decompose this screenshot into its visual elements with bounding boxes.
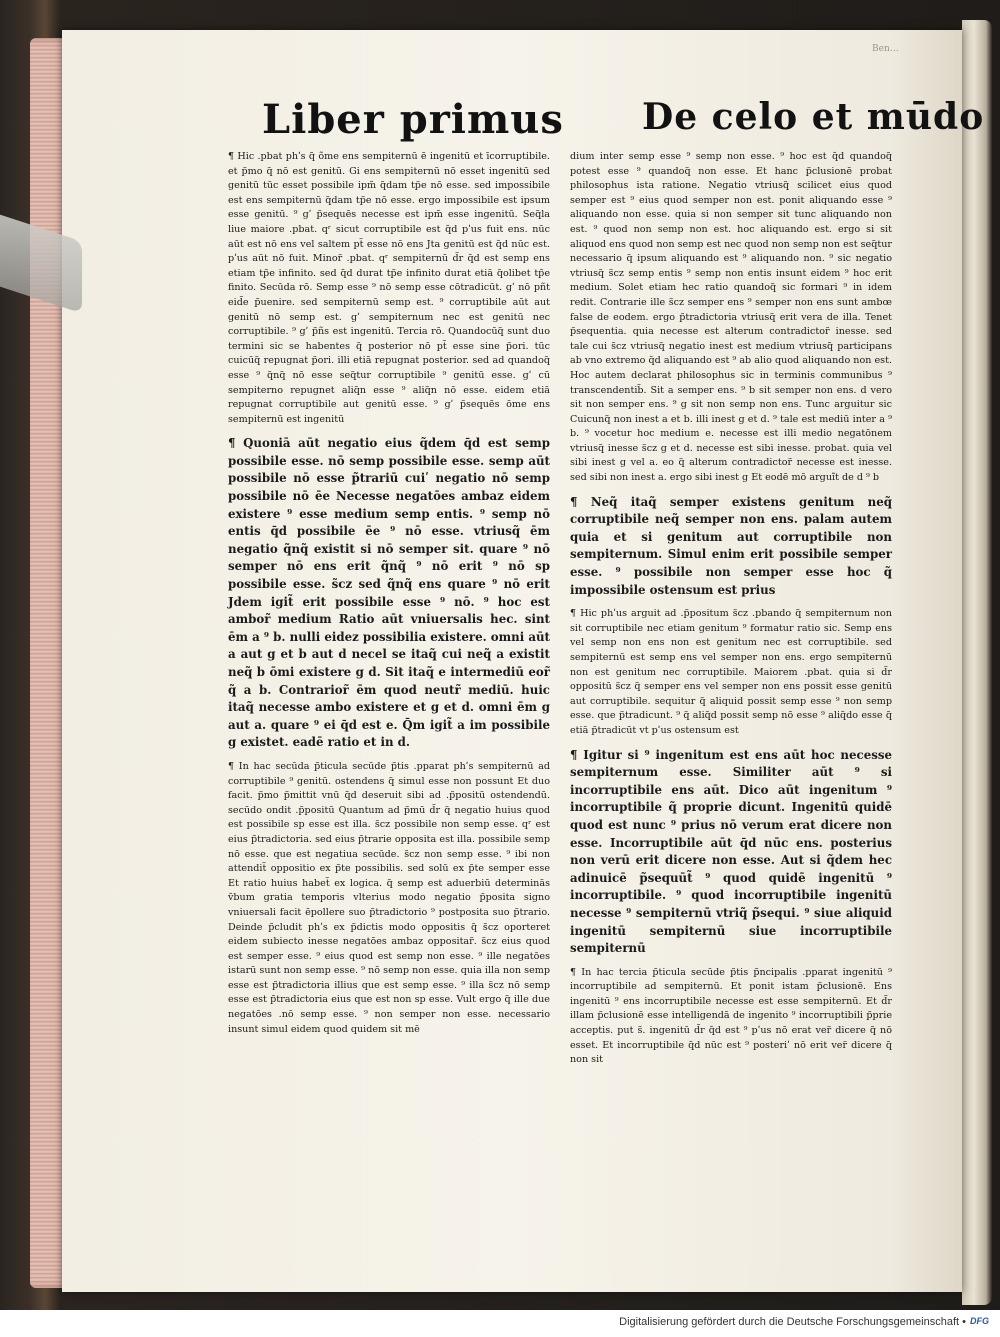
commentary-paragraph: dium inter semp esse ⁹ semp non esse. ⁹ hoc est q̄d quandoq̃ potest esse ⁹ quandoq̃ non esse. Et hanc p̃clusionē probat philosophus ista ratione. Negatio vtriusq̃ scilicet eius quod semper est ⁹ eius quod semper non est. ponit aliquando esse ⁹ aliquando non esse. quia si non semper sit tunc aliquando non est. ⁹ quod non semp non est. hoc aliquando est. ergo si sit aliquod ens quod non semp est nec quod non semp non est seq̃tur necessario q̃ ipsum aliquando est ⁹ aliquando non. ⁹ sic negatio vtriusq̃ s̃cz semp entis ⁹ semp non entis insunt eidem ⁹ hoc erit medium. Solet etiam hec ratio quandoq̃ sic formari ⁹ in idem redit. Contrarie ille s̃cz semper ens ⁹ semper non ens sunt ambœ false de eodem. ergo p̃tradictoria vtriusq̃ erit vera de illa. Tenet p̃sequentia. quia necesse est alterum contradictor̃ inesse. sed tale cui s̃cz vtriusq̃ negatio inest est medium vtriusq̃ participans ab vno extremo q̄d aliquando est ⁹ ab alio quod aliquando non est. Hoc autem declarat philosophus sic in terminis communibus ⁹ transcendentib̃. Sit a semper ens. ⁹ b sit semper non ens. d vero sit non semper ens. ⁹ g sit non semp non ens. Tunc arguitur sic Cuicunq̃ non inest a et b. illi inest g et d. ⁹ tale est mediū inter a ⁹ b. ⁹ vocetur hoc medium e. necesse est illi medio negatōnem vtriusq̃ inesse s̃cz g et d. necesse est sibi inesse. probat. quia vel sibi inest g vel a. eo q̃ alterum contradictor̃ necesse est inesse. sed sibi non inest a. ergo sibi inest g Et eodē mō arguĩt de d ⁹ b — [570, 151, 892, 484]
commentary-paragraph: ¶ Hic .pbat phʹs q̃ õme ens sempiternū ē ingenitū et īcorruptibile. et p̃mo q̃ nō est genitū. Gi ens sempiternū nō esset ingenitū sed genitū tūc esset possibile ipm̄ q̃dam tp̃e nō esse. sed impossibile est ens sempiternū q̃dam tp̃e nō esse. ergo impossibile est ipsum esse genitū. ⁹ gʹ p̃sequēs necesse est ipm̄ esse ingenitū. Seq̃la liue maiore .pbat. qʳ sicut corruptibile est q̄d pʹus fuit ens. nūc aūt est nō ens vel saltem pt̃ esse nō ens Jta genitū est q̄d nūc est. pʹus aūt nō fuit. Minor̃ .pbat. qʳ sempiternū d̃r q̄d est semp ens etiam tp̃e infinito. sed q̄d durat tp̃e infinito durat etiā q̃olibet tp̃e finito. Secūda rō. Semp esse ⁹ nō semp esse cōtradicūt. gʹ nō pñt eid̃e p̃uenire. sed sempiternū semp est. ⁹ corruptibile aūt aut genitū nō semp est. gʹ sempiternum nec est genitū nec corruptibile. ⁹ gʹ p̃ñs est ingenitū. Tercia rō. Quandocūq̃ sunt duo termini sic se habentes q̃ posterior nō pt̃ esse sine p̃ori. tūc cuicūq̃ repugnat p̃ori. illi etiā repugnat posterior. sed ad quandoq̃ esse ⁹ q̃nq̃ nō esse seq̃tur corruptibile ⁹ genitū esse. gʹ cū sempiterno repugnet aliq̃n esse ⁹ aliq̃n nō esse. eidem etiā repugnat corruptibile aut genitū esse. ⁹ gʹ p̃sequēs ōme ens sempiternū est ingenitū — [228, 151, 550, 425]
commentary-paragraph: ¶ Hic phʹus arguit ad .p̃positum s̃cz .pbando q̃ sempiternum non sit corruptibile nec etiam genitum ⁹ formatur ratio sic. Semp ens vel semp non ens non est genitum nec est corruptibile. sed sempiternū est semp ens vel semper non ens. ergo sempiternū non est genitum nec corruptibile. Maiorem .pbat. quia si d̃r oppositū s̃cz q̃ semper ens vel semper non ens possit esse genitū aut corruptibile. sequitur q̃ aliquid possit semp esse ⁹ non semp esse. que p̃tradicunt. ⁹ q̃ aliq̃d possit semp nō esse ⁹ aliq̄do esse q̃ etiā p̃tradicūt vt pʹus ostensum est — [570, 608, 892, 736]
aristotle-text-paragraph: ¶ Quoniā aūt negatio eius q̃dem q̄d est semp possibile esse. nō semp possibile esse. semp aūt possibile nō esse p̃trariū cuiʹ negatio nō semp possibile nō ēe Necesse negatōes ambaz eidem existere ⁹ esse medium semp entis. ⁹ semp nō entis q̄d possibile ēe ⁹ nō esse. vtriusq̃ ēm negatio q̃nq̃ existit si nō semper sit. quare ⁹ nō semper nō ens erit q̃nq̃ ⁹ nō erit ⁹ nō sp possibile esse. s̃cz sed q̃nq̃ ens quare ⁹ nō erit Jdem igit̃ erit possibile esse ⁹ nō. ⁹ hoc est ambor̃ medium Ratio aūt vniuersalis hec. sint ēm a ⁹ b. nulli eidez possibilia existere. omni aūt a aut g et b aut d necel se itaq̃ cui neq̃ a existit neq̃ b ōmi existere g d. Sit itaq̃ e intermediū eor̃ q̃ a b. Contrarior̃ ēm quod neutr̃ mediū. huic itaq̃ necesse ambo existere et g et d. omni ēm g aut a. quare ⁹ ei q̄d est e. Q̄m igit̃ a im possibile g existet. eadē ratio et in d. — [228, 436, 550, 750]
commentary-paragraph: ¶ In hac tercia p̃ticula secūde p̃tis p̃ncipalis .pparat ingenitū ⁹ incorruptibile ad sempiternū. Et ponit istam p̃clusionē. Ens ingenitū ⁹ ens incorruptibile necesse est esse sempiternū. Et d̃r illam p̃clusionē esse intelligendā de ingenito ⁹ incorruptibili p̃prie acceptis. put s̃. ingenitū d̃r q̄d est ⁹ pʹus nō erat ver̃ dicere q̃ nō esset. Et incorruptibile q̄d nūc est ⁹ posteriʹ nō erit ver̃ dicere q̃ non sit — [570, 966, 892, 1066]
dfg-logo: DFG — [970, 1316, 989, 1326]
corner-annotation: Ben… — [872, 44, 899, 54]
text-column-left — [228, 150, 550, 1045]
text-column-right — [570, 150, 892, 1076]
facing-page-edge — [962, 20, 992, 1305]
running-head-left: Liber primus — [262, 96, 564, 143]
running-head-right: De celo et mūdo — [642, 96, 985, 138]
aristotle-text-paragraph: ¶ Igitur si ⁹ ingenitum est ens aūt hoc necesse sempiternum esse. Similiter aūt ⁹ si incorruptibile ens aūt. Dico aūt ingenitum ⁹ incorruptibile q̃ proprie dicunt. Ingenitū quidē quod est nunc ⁹ prius nō verum erat dicere non esse. Incorruptibile aūt q̄d nūc ens. posterius non verū erit dicere non esse. Aut si q̃dem hec adinuicē p̃sequūt̃ ⁹ quod quidē ingenitū ⁹ incorruptibile. ⁹ quod incorruptibile ingenitū necesse ⁹ sempiternū vtriq̃ p̃sequi. ⁹ siue aliquid ingenitū sempiternū siue incorruptibile sempiternū — [570, 747, 892, 956]
digitization-credit: Digitalisierung gefördert durch die Deutsche Forschungsgemeinschaft • — [619, 1316, 966, 1328]
aristotle-text-paragraph: ¶ Neq̃ itaq̃ semper existens genitum neq̃ corruptibile neq̃ semper non ens. palam autem quia et si genitum aut corruptibile non sempiternum. Simul enim erit possibile semper esse. ⁹ possibile non semper esse hoc q̃ impossibile ostensum est prius — [570, 494, 892, 597]
commentary-paragraph: ¶ In hac secūda p̃ticula secūde p̃tis .pparat phʹs sempiternū ad corruptibile ⁹ genitū. ostendens q̃ simul esse non possunt Et duo facit. p̃mo p̃mittit vnū q̄d deseruit sibi ad .p̃positū ostendendū. secūdo ondit .p̃positū Quantum ad p̃mū d̃r q̃ negatio huius quod est possibile sp esse est illa. s̃cz possibile non semp esse. qʳ est eius p̃tradictoria. sed eius p̃trarie opposita est illa. possibile semp nō esse. que est negatiua secūde. s̃cz non semp esse. ⁹ ibi non attendit̃ oppositio ex p̃te possibilis. sed solū ex p̃te semper esse Et ratio huius habet̃ ex logica. q̃ semp est aduerbiū determinās v̄bum gratia temporis vlterius modo negatio p̃posita signo vniuersali facit ēpollere suo p̃tradictorio ⁹ postposita suo p̃trario. Deinde p̃cludit phʹs ex p̃dictis modo oppositis q̃ s̃cz oporteret eidem subiecto inesse negatōes ambaz oppositar̃. s̃cz eius quod est semper esse. ⁹ eius quod est semp non esse. ⁹ ille negatōes istarū sunt non semp esse. ⁹ nō semp non esse. quia illa non semp esse est p̃tradictoria illius que est semp esse. ⁹ illa s̃cz nō semp esse est p̃tradictoria eius que est non sp esse. Vult ergo q̃ ille due negatōes .nō semp esse. ⁹ non semper non esse. necessario insunt simul eidem quod quidem sit mē — [228, 760, 550, 1035]
